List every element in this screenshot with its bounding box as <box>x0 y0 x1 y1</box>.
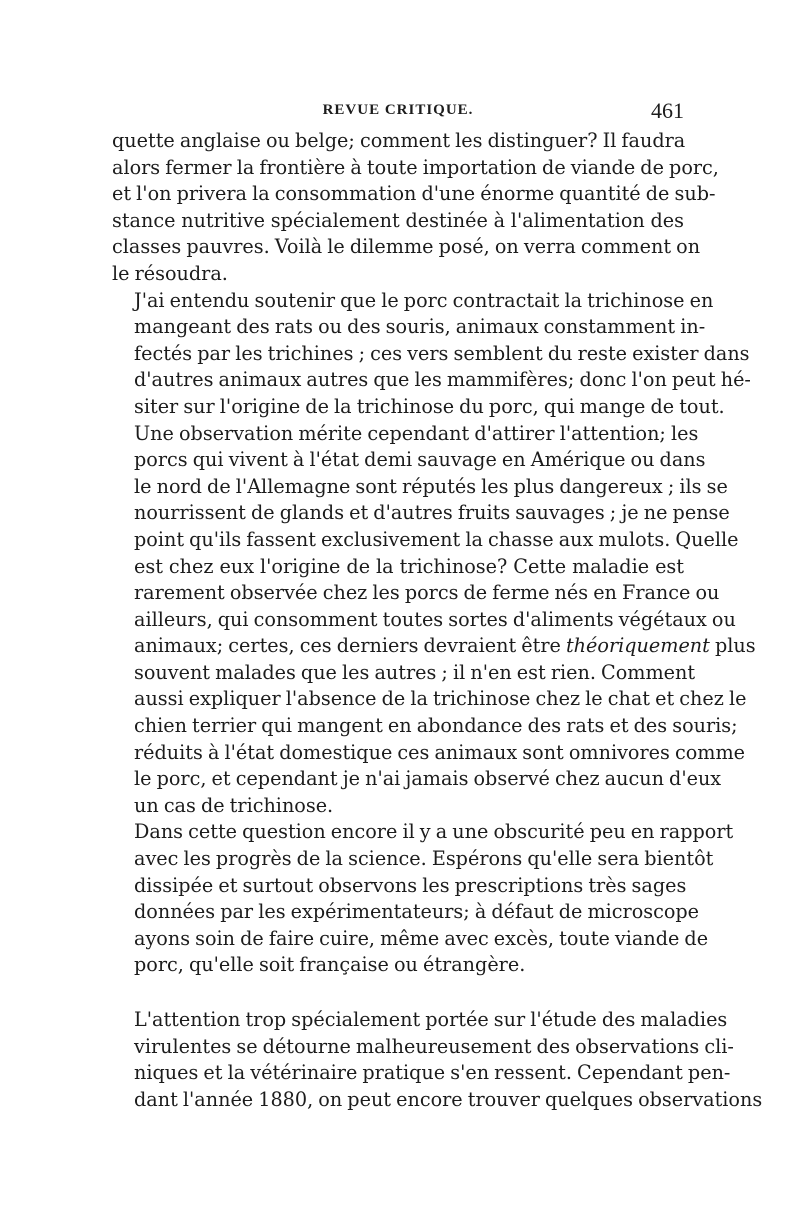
page-number: 461 <box>651 98 684 123</box>
running-title: REVUE CRITIQUE. <box>322 102 474 118</box>
text-line: niques et la vétérinaire pratique s'en ressent. Cependant pen- <box>134 1061 731 1085</box>
text-line-with-emphasis <box>112 633 756 660</box>
text-line: Une observation mérite cependant d'attirer l'attention; les <box>134 421 699 445</box>
text-line: fectés par les trichines ; ces vers semblent du reste exister dans <box>134 341 750 365</box>
text-line: souvent malades que les autres ; il n'en est rien. Comment <box>134 660 696 684</box>
text-line: nourrissent de glands et d'autres fruits sauvages ; je ne pense <box>134 501 730 525</box>
text-line: J'ai entendu soutenir que le porc contractait la trichinose en <box>134 288 714 312</box>
text-line: un cas de trichinose. <box>134 793 334 817</box>
paragraph-3 <box>112 819 734 979</box>
paragraph-gap <box>112 979 684 1007</box>
text-line: dissipée et surtout observons les prescriptions très sages <box>134 873 687 897</box>
paragraph-1 <box>112 128 719 288</box>
text-line: données par les expérimentateurs; à défaut de microscope <box>134 900 700 924</box>
text-line: stance nutritive spécialement destinée à l'alimentation des <box>112 208 684 232</box>
text-line: dant l'année 1880, on peut encore trouver quelques observations <box>134 1087 763 1111</box>
text-line: point qu'ils fassent exclusivement la chasse aux mulots. Quelle <box>134 527 739 551</box>
paragraph-2 <box>112 288 756 820</box>
text-line: porc, qu'elle soit française ou étrangère. <box>134 953 526 977</box>
emphasized-word: théoriquement <box>565 634 710 658</box>
text-line: le résoudra. <box>112 261 228 285</box>
body-text <box>112 128 763 1113</box>
text-line: porcs qui vivent à l'état demi sauvage en Amérique ou dans <box>134 448 706 472</box>
text-line: mangeant des rats ou des souris, animaux constamment in- <box>134 315 706 339</box>
text-line: chien terrier qui mangent en abondance des rats et des souris; <box>134 714 738 738</box>
text-line: ayons soin de faire cuire, même avec excès, toute viande de <box>134 926 709 950</box>
text-line: réduits à l'état domestique ces animaux sont omnivores comme <box>134 740 746 764</box>
text-line: L'attention trop spécialement portée sur l'étude des maladies <box>134 1008 728 1031</box>
text-line: classes pauvres. Voilà le dilemme posé, on verra comment on <box>112 235 701 259</box>
page-header <box>112 98 684 124</box>
text-line: le nord de l'Allemagne sont réputés les plus dangereux ; ils se <box>134 474 728 498</box>
text-line: est chez eux l'origine de la trichinose? Cette maladie est <box>134 554 684 578</box>
text-line: quette anglaise ou belge; comment les distinguer? Il faudra <box>112 129 686 152</box>
text-line: ailleurs, qui consomment toutes sortes d'aliments végétaux ou <box>134 607 736 631</box>
text-segment: plus <box>714 634 756 658</box>
paragraph-4 <box>112 1007 763 1113</box>
text-line: Dans cette question encore il y a une obscurité peu en rapport <box>134 820 734 844</box>
text-line: alors fermer la frontière à toute importation de viande de porc, <box>112 155 719 179</box>
text-line: virulentes se détourne malheureusement des observations cli- <box>134 1034 734 1058</box>
text-segment: animaux; certes, ces derniers devraient être <box>134 634 561 658</box>
text-line: rarement observée chez les porcs de ferme nés en France ou <box>134 581 720 605</box>
text-line: avec les progrès de la science. Espérons qu'elle sera bientôt <box>134 847 714 871</box>
text-line: le porc, et cependant je n'ai jamais observé chez aucun d'eux <box>134 767 722 791</box>
text-line: siter sur l'origine de la trichinose du porc, qui mange de tout. <box>134 394 725 418</box>
text-line: d'autres animaux autres que les mammifères; donc l'on peut hé- <box>134 368 751 392</box>
text-line: aussi expliquer l'absence de la trichinose chez le chat et chez le <box>134 687 747 711</box>
text-line: et l'on privera la consommation d'une énorme quantité de sub- <box>112 182 716 206</box>
